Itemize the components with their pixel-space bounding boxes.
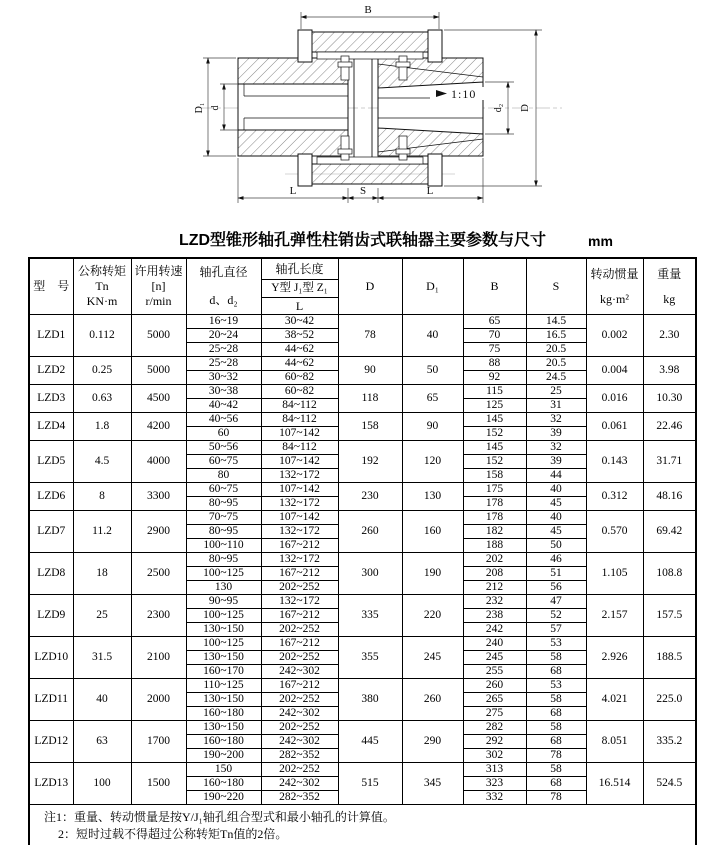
table-row [29,595,696,609]
cell-bore-length: 167~212 [261,567,338,581]
cell-bore-length: 167~212 [261,637,338,651]
cell-B: 70 [463,329,526,343]
table-row [29,679,696,693]
cell-inertia: 4.021 [586,679,643,721]
col-header-S: S [526,258,586,315]
table-row [29,441,696,455]
cell-model: LZD9 [29,595,73,637]
cell-S: 58 [526,651,586,665]
cell-S: 78 [526,791,586,805]
dim-label-L-left: L [289,185,297,197]
cell-bore-diameter: 60~75 [186,455,261,469]
cell-model: LZD1 [29,315,73,357]
cell-speed: 2500 [131,553,186,595]
taper-annotation [430,87,484,101]
cell-model: LZD2 [29,357,73,385]
header-line: 公称转矩 [77,264,126,278]
cell-S: 68 [526,707,586,721]
cell-bore-length: 167~212 [261,679,338,693]
cell-D: 192 [338,441,402,483]
table-row [29,721,696,735]
cell-B: 208 [463,567,526,581]
cell-bore-diameter: 130~150 [186,651,261,665]
dim-label-d2: d₂ [493,103,504,113]
cell-torque: 1.8 [73,413,131,441]
cell-bore-diameter: 40~56 [186,413,261,427]
cell-model: LZD10 [29,637,73,679]
cell-bore-length: 132~172 [261,497,338,511]
cell-bore-diameter: 130 [186,581,261,595]
cell-B: 145 [463,441,526,455]
cell-weight: 157.5 [643,595,696,637]
header-line: [n] [151,279,166,293]
cell-D1: 160 [402,511,463,553]
cell-torque: 100 [73,763,131,805]
header-line: kg·m² [600,291,629,306]
pin-column [354,54,372,164]
cell-B: 323 [463,777,526,791]
cell-B: 242 [463,623,526,637]
cell-bore-diameter: 30~32 [186,371,261,385]
right-hub [378,58,483,156]
cell-weight: 69.42 [643,511,696,553]
cell-D: 300 [338,553,402,595]
cell-speed: 5000 [131,357,186,385]
cell-B: 152 [463,427,526,441]
cell-bore-diameter: 100~125 [186,609,261,623]
cell-inertia: 0.004 [586,357,643,385]
cell-bore-diameter: 100~125 [186,637,261,651]
cell-B: 202 [463,553,526,567]
cell-model: LZD6 [29,483,73,511]
cell-D: 78 [338,315,402,357]
cell-bore-length: 60~82 [261,371,338,385]
cell-torque: 40 [73,679,131,721]
cell-B: 125 [463,399,526,413]
cell-weight: 335.2 [643,721,696,763]
header-line: 转动惯量 [590,266,639,281]
cell-S: 68 [526,735,586,749]
cell-bore-diameter: 100~110 [186,539,261,553]
cell-bore-diameter: 90~95 [186,595,261,609]
cell-torque: 11.2 [73,511,131,553]
table-header [29,258,696,315]
cell-weight: 188.5 [643,637,696,679]
cell-B: 152 [463,455,526,469]
cell-S: 78 [526,749,586,763]
cell-B: 178 [463,497,526,511]
table-row [29,483,696,497]
cell-model: LZD4 [29,413,73,441]
cell-torque: 25 [73,595,131,637]
cell-S: 51 [526,567,586,581]
header-line: KN·m [86,294,118,308]
table-row [29,357,696,371]
cell-inertia: 0.061 [586,413,643,441]
header-line: 重量 [657,266,682,281]
cell-B: 255 [463,665,526,679]
cell-bore-length: 44~62 [261,343,338,357]
cell-S: 53 [526,679,586,693]
cell-inertia: 0.002 [586,315,643,357]
cell-model: LZD8 [29,553,73,595]
cell-bore-length: 107~142 [261,483,338,497]
cell-bore-length: 282~352 [261,791,338,805]
col-header-bore-length: 轴孔长度 [261,258,338,280]
cell-S: 47 [526,595,586,609]
cell-model: LZD5 [29,441,73,483]
cell-B: 232 [463,595,526,609]
cell-B: 282 [463,721,526,735]
cell-D1: 40 [402,315,463,357]
cell-D1: 130 [402,483,463,511]
title-row [0,229,725,253]
cell-D1: 50 [402,357,463,385]
table-row [29,511,696,525]
header-line: d、d₂ [209,293,238,307]
cell-B: 260 [463,679,526,693]
cell-torque: 31.5 [73,637,131,679]
dimension-d [220,84,238,130]
cell-speed: 4200 [131,413,186,441]
cell-D: 380 [338,679,402,721]
cell-bore-length: 132~172 [261,525,338,539]
cell-speed: 2000 [131,679,186,721]
cell-bore-length: 132~172 [261,469,338,483]
cell-bore-diameter: 130~150 [186,693,261,707]
cell-B: 145 [463,413,526,427]
col-header-weight [643,258,696,315]
cell-bore-diameter: 160~180 [186,777,261,791]
cell-bore-length: 84~112 [261,413,338,427]
cell-speed: 2300 [131,595,186,637]
cell-model: LZD13 [29,763,73,805]
cell-D: 90 [338,357,402,385]
cell-bore-diameter: 190~220 [186,791,261,805]
cell-B: 302 [463,749,526,763]
cell-inertia: 0.312 [586,483,643,511]
cell-bore-length: 84~112 [261,399,338,413]
cell-B: 245 [463,651,526,665]
cell-bore-diameter: 160~180 [186,735,261,749]
cell-B: 212 [463,581,526,595]
cell-inertia: 0.570 [586,511,643,553]
cell-bore-diameter: 25~28 [186,343,261,357]
cell-bore-length: 202~252 [261,623,338,637]
cell-S: 52 [526,609,586,623]
cell-bore-length: 202~252 [261,581,338,595]
dim-label-D: D [519,104,531,112]
col-header-bore-diameter [186,258,261,315]
header-line: Tn [95,279,109,293]
cell-weight: 108.8 [643,553,696,595]
cell-bore-length: 242~302 [261,665,338,679]
cell-bore-length: 107~142 [261,427,338,441]
col-header-speed [131,258,186,315]
cell-speed: 2900 [131,511,186,553]
cell-bore-diameter: 100~125 [186,567,261,581]
cell-S: 39 [526,455,586,469]
cell-S: 45 [526,497,586,511]
cell-bore-diameter: 16~19 [186,315,261,329]
cell-D: 445 [338,721,402,763]
cell-B: 265 [463,693,526,707]
col-header-D1: D₁ [402,258,463,315]
cell-bore-length: 84~112 [261,441,338,455]
cell-weight: 524.5 [643,763,696,805]
cell-B: 158 [463,469,526,483]
cell-B: 75 [463,343,526,357]
cell-D1: 120 [402,441,463,483]
cell-D: 515 [338,763,402,805]
taper-label: 1:10 [451,87,477,101]
cell-bore-length: 30~42 [261,315,338,329]
cell-bore-diameter: 130~150 [186,623,261,637]
cell-bore-length: 242~302 [261,777,338,791]
cell-S: 58 [526,693,586,707]
cell-bore-length: 107~142 [261,455,338,469]
cell-torque: 0.112 [73,315,131,357]
cell-torque: 8 [73,483,131,511]
cell-bore-diameter: 110~125 [186,679,261,693]
cell-bore-diameter: 150 [186,763,261,777]
col-header-B: B [463,258,526,315]
note-line-1: 注1：重量、转动惯量是按Y/J₁轴孔组合型式和最小轴孔的计算值。 [44,810,395,824]
table-row [29,763,696,777]
parameters-table [28,257,697,845]
cell-S: 53 [526,637,586,651]
dim-label-d: d [210,105,221,111]
cell-bore-diameter: 60~75 [186,483,261,497]
cell-bore-length: 202~252 [261,721,338,735]
cell-D: 118 [338,385,402,413]
cell-S: 25 [526,385,586,399]
dim-label-D1: D₁ [194,102,205,114]
col-header-D: D [338,258,402,315]
coupling-drawing [0,0,725,218]
cell-bore-diameter: 80~95 [186,525,261,539]
cell-bore-length: 60~82 [261,385,338,399]
table-row [29,413,696,427]
cell-weight: 225.0 [643,679,696,721]
cell-speed: 1500 [131,763,186,805]
col-header-bore-length-L: L [261,298,338,315]
cell-S: 40 [526,511,586,525]
cell-D1: 290 [402,721,463,763]
header-line: r/min [145,294,172,308]
cell-bore-diameter: 70~75 [186,511,261,525]
col-header-torque [73,258,131,315]
cell-D: 230 [338,483,402,511]
cell-bore-diameter: 50~56 [186,441,261,455]
cell-bore-length: 167~212 [261,539,338,553]
table-row [29,637,696,651]
cell-model: LZD11 [29,679,73,721]
table-body [29,315,696,805]
cell-bore-length: 132~172 [261,595,338,609]
cell-bore-length: 132~172 [261,553,338,567]
cell-model: LZD12 [29,721,73,763]
cell-bore-diameter: 25~28 [186,357,261,371]
cell-bore-length: 242~302 [261,735,338,749]
cell-S: 68 [526,665,586,679]
cell-bore-length: 202~252 [261,763,338,777]
cell-B: 115 [463,385,526,399]
cell-D1: 65 [402,385,463,413]
cell-weight: 10.30 [643,385,696,413]
cell-S: 57 [526,623,586,637]
cell-bore-length: 38~52 [261,329,338,343]
cell-B: 65 [463,315,526,329]
cell-bore-length: 202~252 [261,651,338,665]
cell-bore-diameter: 60 [186,427,261,441]
note-line-2: 2：短时过载不得超过公称转矩Tn值的2倍。 [58,827,288,841]
cell-D1: 220 [402,595,463,637]
cell-S: 32 [526,413,586,427]
cell-S: 46 [526,553,586,567]
col-header-model: 型 号 [29,258,73,315]
cell-bore-diameter: 30~38 [186,385,261,399]
cell-bore-diameter: 40~42 [186,399,261,413]
col-header-inertia [586,258,643,315]
cell-torque: 0.25 [73,357,131,385]
cell-S: 40 [526,483,586,497]
cell-S: 16.5 [526,329,586,343]
cell-S: 14.5 [526,315,586,329]
cell-D1: 260 [402,679,463,721]
cell-weight: 3.98 [643,357,696,385]
cell-S: 58 [526,763,586,777]
cell-weight: 48.16 [643,483,696,511]
cell-inertia: 0.016 [586,385,643,413]
cell-bore-length: 242~302 [261,707,338,721]
cell-S: 20.5 [526,343,586,357]
cell-B: 238 [463,609,526,623]
cell-S: 20.5 [526,357,586,371]
cell-S: 44 [526,469,586,483]
header-line: 许用转速 [134,264,183,278]
cell-speed: 4500 [131,385,186,413]
cell-weight: 22.46 [643,413,696,441]
cell-B: 332 [463,791,526,805]
cell-D1: 345 [402,763,463,805]
cell-D1: 245 [402,637,463,679]
table-row [29,385,696,399]
cell-S: 39 [526,427,586,441]
cell-inertia: 2.926 [586,637,643,679]
cell-bore-length: 107~142 [261,511,338,525]
cell-S: 50 [526,539,586,553]
cell-B: 175 [463,483,526,497]
cell-bore-diameter: 160~180 [186,707,261,721]
cell-S: 56 [526,581,586,595]
cell-bore-length: 44~62 [261,357,338,371]
table-row [29,553,696,567]
cell-D1: 190 [402,553,463,595]
cell-bore-length: 167~212 [261,609,338,623]
cell-bore-diameter: 80 [186,469,261,483]
cell-speed: 1700 [131,721,186,763]
cell-bore-length: 282~352 [261,749,338,763]
cell-D: 158 [338,413,402,441]
unit-label: mm [588,233,613,249]
cell-S: 68 [526,777,586,791]
cell-D: 260 [338,511,402,553]
cell-bore-diameter: 190~200 [186,749,261,763]
table-notes [29,805,696,845]
cell-D: 355 [338,637,402,679]
header-line: 轴孔直径 [199,265,248,279]
cell-weight: 31.71 [643,441,696,483]
cell-speed: 4000 [131,441,186,483]
cell-B: 240 [463,637,526,651]
page-title: LZD型锥形轴孔弹性柱销齿式联轴器主要参数与尺寸 [178,232,547,249]
dim-label-S: S [359,185,367,197]
dim-label-B: B [364,4,372,16]
cell-D: 335 [338,595,402,637]
cell-S: 58 [526,721,586,735]
header-line: kg [663,291,676,306]
cell-inertia: 0.143 [586,441,643,483]
cell-speed: 2100 [131,637,186,679]
col-header-bore-length-types: Y型 J₁型 Z₁ [261,280,338,298]
cell-B: 182 [463,525,526,539]
cell-model: LZD3 [29,385,73,413]
cell-bore-diameter: 20~24 [186,329,261,343]
cell-model: LZD7 [29,511,73,553]
table-footer [29,805,696,845]
cell-inertia: 1.105 [586,553,643,595]
cell-S: 32 [526,441,586,455]
cell-B: 178 [463,511,526,525]
left-hub [238,58,348,156]
cell-bore-diameter: 80~95 [186,497,261,511]
cell-bore-diameter: 160~170 [186,665,261,679]
cell-B: 313 [463,763,526,777]
table-row [29,315,696,329]
cell-inertia: 8.051 [586,721,643,763]
cell-bore-length: 202~252 [261,693,338,707]
cell-speed: 3300 [131,483,186,511]
cell-B: 188 [463,539,526,553]
dim-label-L-right: L [426,185,434,197]
cell-B: 88 [463,357,526,371]
cell-torque: 63 [73,721,131,763]
cell-weight: 2.30 [643,315,696,357]
cell-S: 45 [526,525,586,539]
cell-torque: 18 [73,553,131,595]
cell-bore-diameter: 130~150 [186,721,261,735]
cell-B: 92 [463,371,526,385]
cell-inertia: 2.157 [586,595,643,637]
cell-bore-diameter: 80~95 [186,553,261,567]
cell-speed: 5000 [131,315,186,357]
cell-torque: 0.63 [73,385,131,413]
cell-torque: 4.5 [73,441,131,483]
cell-S: 24.5 [526,371,586,385]
cell-B: 275 [463,707,526,721]
cell-D1: 90 [402,413,463,441]
cell-inertia: 16.514 [586,763,643,805]
cell-B: 292 [463,735,526,749]
cell-S: 31 [526,399,586,413]
